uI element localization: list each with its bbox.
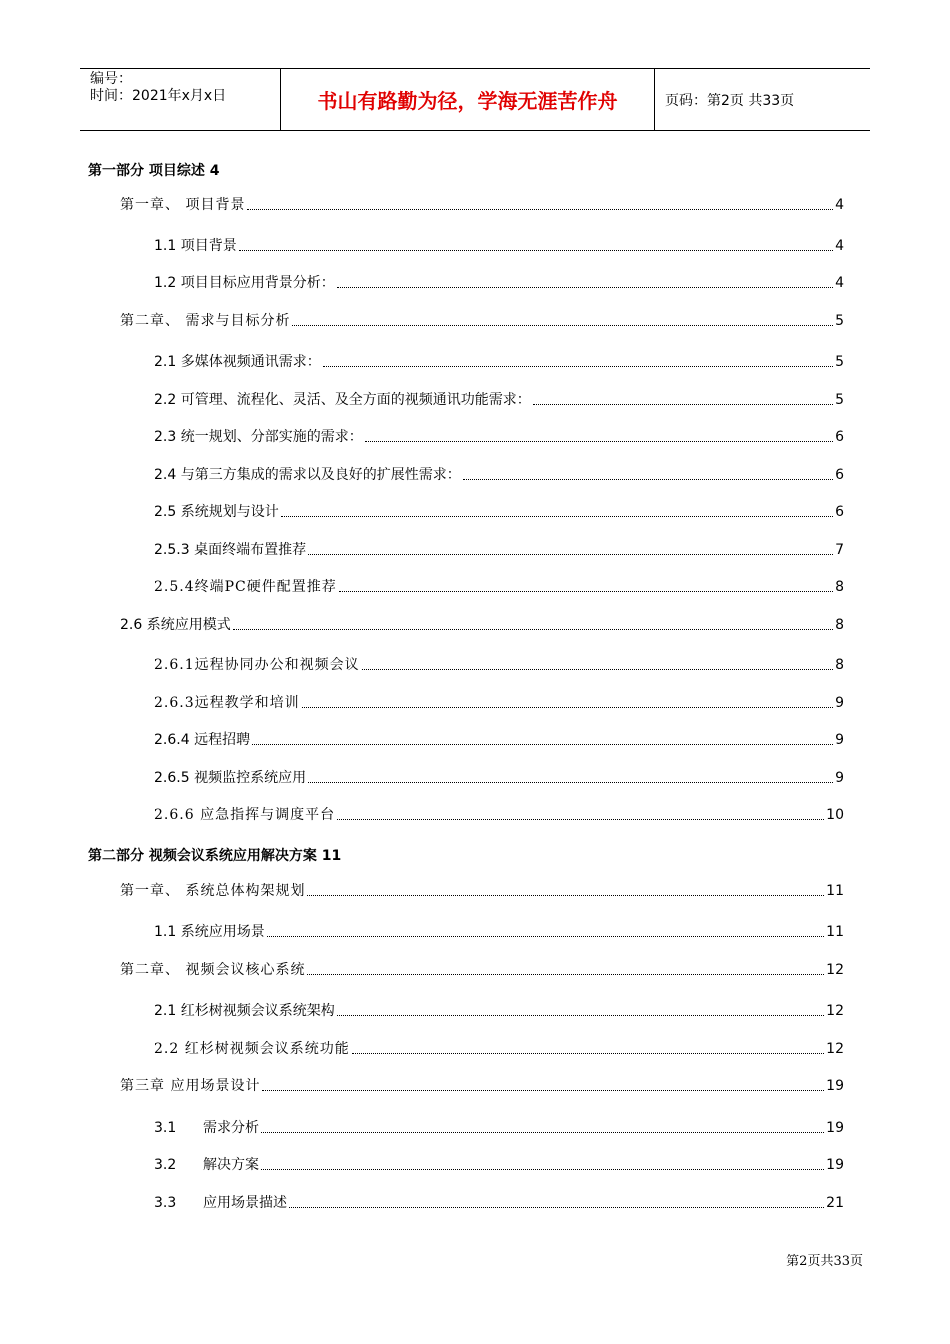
toc-leader xyxy=(307,974,824,975)
toc-entry-page: 8 xyxy=(835,579,844,595)
toc-leader xyxy=(281,516,833,517)
toc-entry-page: 11 xyxy=(826,924,844,940)
toc-entry[interactable] xyxy=(154,731,844,749)
toc-leader xyxy=(233,629,833,630)
toc-entry[interactable] xyxy=(154,1156,844,1174)
toc-entry-page: 6 xyxy=(835,504,844,520)
toc-leader xyxy=(289,1207,824,1208)
toc-entry[interactable] xyxy=(154,769,844,787)
toc-entry-page: 12 xyxy=(826,1041,844,1057)
toc-entry-page: 10 xyxy=(826,807,844,823)
toc-entry-label: 2.1 多媒体视频通讯需求： xyxy=(154,354,321,370)
toc-entry-page: 19 xyxy=(826,1157,844,1173)
toc-entry[interactable] xyxy=(154,503,844,521)
toc-entry-label: 1.1 系统应用场景 xyxy=(154,924,265,940)
toc-entry-page: 7 xyxy=(835,542,844,558)
toc-entry-page: 5 xyxy=(835,313,844,329)
serial-label: 编号： xyxy=(90,71,132,87)
toc-entry-label: 第一章、 项目背景 xyxy=(120,197,246,213)
toc-leader xyxy=(252,744,833,745)
toc-leader xyxy=(339,591,833,592)
toc-entry[interactable] xyxy=(154,353,844,371)
toc-entry[interactable] xyxy=(154,466,844,484)
toc-entry-label: 2.5.4终端PC硬件配置推荐 xyxy=(154,579,337,595)
toc-entry-page: 8 xyxy=(835,617,844,633)
toc-leader xyxy=(267,936,824,937)
toc-leader xyxy=(261,1132,824,1133)
toc-leader xyxy=(463,479,833,480)
toc-entry-label: 2.6.1远程协同办公和视频会议 xyxy=(154,657,360,673)
toc-entry-label: 2.2 可管理、流程化、灵活、及全方面的视频通讯功能需求： xyxy=(154,392,531,408)
toc-entry[interactable] xyxy=(120,1077,844,1095)
toc-leader xyxy=(337,1015,824,1016)
toc-leader xyxy=(302,707,833,708)
toc-entry[interactable] xyxy=(154,428,844,446)
page-footer: 第2页共33页 xyxy=(786,1254,863,1269)
toc-entry[interactable] xyxy=(154,578,844,596)
toc-leader xyxy=(308,782,833,783)
toc-entry[interactable] xyxy=(154,1002,844,1020)
toc-entry[interactable] xyxy=(154,391,844,409)
toc-leader xyxy=(352,1053,824,1054)
toc-entry-label: 第三章 应用场景设计 xyxy=(120,1078,261,1094)
toc-entry[interactable] xyxy=(154,274,844,292)
toc-entry[interactable] xyxy=(154,1119,844,1137)
toc-entry[interactable] xyxy=(154,1040,844,1058)
toc-leader xyxy=(323,366,833,367)
toc-entry-page: 19 xyxy=(826,1078,844,1094)
toc-entry-page: 6 xyxy=(835,429,844,445)
toc-entry[interactable] xyxy=(120,312,844,330)
toc-entry-label: 2.5 系统规划与设计 xyxy=(154,504,279,520)
toc-entry-label: 2.6.3远程教学和培训 xyxy=(154,695,300,711)
toc-entry[interactable] xyxy=(154,541,844,559)
toc-entry-page: 11 xyxy=(826,883,844,899)
toc-entry-page: 4 xyxy=(835,238,844,254)
toc-entry-label: 第二章、 需求与目标分析 xyxy=(120,313,291,329)
toc-entry-label: 2.4 与第三方集成的需求以及良好的扩展性需求： xyxy=(154,467,461,483)
time-label: 时间：2021年x月x日 xyxy=(90,88,227,104)
toc-entry-page: 9 xyxy=(835,732,844,748)
toc-entry-label: 2.6.5 视频监控系统应用 xyxy=(154,770,307,786)
toc-entry-label: 1.2 项目目标应用背景分析： xyxy=(154,275,335,291)
toc-entry-page: 5 xyxy=(835,392,844,408)
toc-entry-label: 2.6.4 远程招聘 xyxy=(154,732,251,748)
toc-entry[interactable] xyxy=(154,1194,844,1212)
toc-entry[interactable] xyxy=(154,694,844,712)
toc-entry-page: 12 xyxy=(826,1003,844,1019)
toc-entry-page: 4 xyxy=(835,275,844,291)
header-meta xyxy=(80,69,281,130)
toc-leader xyxy=(292,325,833,326)
toc-entry-label: 2.2 红杉树视频会议系统功能 xyxy=(154,1041,350,1057)
toc-leader xyxy=(261,1169,824,1170)
toc-part-1: 第一部分 项目综述 4 xyxy=(88,163,220,179)
toc-entry-label: 2.6.6 应急指挥与调度平台 xyxy=(154,807,336,823)
toc-entry-page: 4 xyxy=(835,197,844,213)
toc-entry-label: 2.6 系统应用模式 xyxy=(120,617,231,633)
toc-leader xyxy=(239,250,833,251)
toc-entry-page: 5 xyxy=(835,354,844,370)
header-motto: 书山有路勤为径，学海无涯苦作舟 xyxy=(281,69,655,130)
page-header xyxy=(80,68,870,131)
toc-entry-label: 2.1 红杉树视频会议系统架构 xyxy=(154,1003,335,1019)
toc-leader xyxy=(337,819,824,820)
toc-entry-page: 8 xyxy=(835,657,844,673)
toc-entry-label: 第二章、 视频会议核心系统 xyxy=(120,962,306,978)
toc-leader xyxy=(337,287,833,288)
toc-entry-label: 2.5.3 桌面终端布置推荐 xyxy=(154,542,307,558)
toc-leader xyxy=(247,209,833,210)
toc-entry-label: 3.3 应用场景描述 xyxy=(154,1195,287,1211)
toc-entry-page: 21 xyxy=(826,1195,844,1211)
header-page-label: 页码：第2页 共33页 xyxy=(665,92,795,109)
toc-leader xyxy=(365,441,833,442)
toc-entry[interactable] xyxy=(154,923,844,941)
toc-entry-page: 12 xyxy=(826,962,844,978)
toc-entry-label: 3.1 需求分析 xyxy=(154,1120,259,1136)
toc-entry-page: 19 xyxy=(826,1120,844,1136)
toc-entry-label: 第一章、 系统总体构架规划 xyxy=(120,883,306,899)
toc-entry[interactable] xyxy=(120,616,844,634)
toc-entry-page: 9 xyxy=(835,770,844,786)
toc-part-2: 第二部分 视频会议系统应用解决方案 11 xyxy=(88,848,342,864)
toc-entry-label: 2.3 统一规划、分部实施的需求： xyxy=(154,429,363,445)
toc-entry[interactable] xyxy=(120,196,844,214)
toc-entry-page: 9 xyxy=(835,695,844,711)
toc-leader xyxy=(262,1090,824,1091)
toc-entry[interactable] xyxy=(154,806,844,824)
toc-entry[interactable] xyxy=(120,882,844,900)
toc-entry[interactable] xyxy=(120,961,844,979)
toc-entry-label: 1.1 项目背景 xyxy=(154,238,237,254)
toc-entry[interactable] xyxy=(154,656,844,674)
toc-leader xyxy=(308,554,833,555)
toc-entry-page: 6 xyxy=(835,467,844,483)
toc-leader xyxy=(307,895,824,896)
toc-entry[interactable] xyxy=(154,237,844,255)
toc-entry-label: 3.2 解决方案 xyxy=(154,1157,259,1173)
toc-leader xyxy=(533,404,833,405)
toc-leader xyxy=(362,669,833,670)
